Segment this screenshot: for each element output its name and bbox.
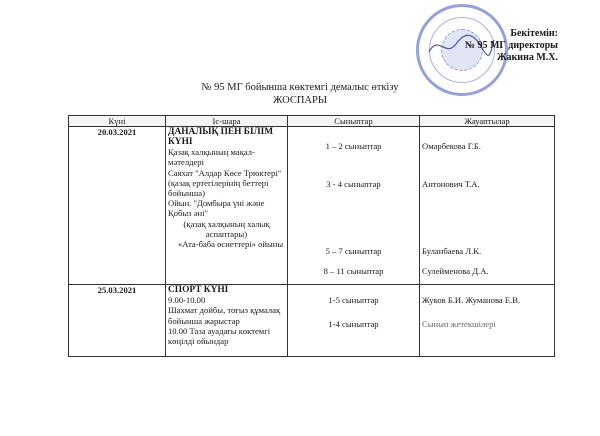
responsible-person: Антонович Т.А.: [422, 179, 480, 190]
approval-block: [465, 28, 558, 64]
event-item: Ойын. "Домбыра үні және Қобыз әні": [168, 198, 265, 219]
class-group: 1-4 сыныптар: [328, 319, 379, 330]
class-group: 1 – 2 сыныптар: [325, 141, 382, 152]
class-group: 3 - 4 сыныптар: [326, 179, 381, 190]
document-title: № 95 МГ бойынша көктемгі демалыс өткізу: [201, 82, 399, 93]
plan-table: [68, 115, 555, 357]
event-item: Қазақ халқының мақал-мәтелдері: [168, 147, 255, 168]
header-responsible: Жауаптылар: [420, 116, 555, 127]
event-item: «Ата-баба өсиеттері» ойыны: [178, 239, 284, 250]
event-item: (қазақ халқының халық аспаптары): [183, 218, 270, 239]
event-heading: СПОРТ КҮНІ: [168, 285, 229, 296]
responsible-person: Буланбаева Л.К.: [422, 245, 482, 256]
approval-position: № 95 МГ директоры: [464, 40, 558, 51]
responsible-person: Сынып жетекшілері: [422, 319, 496, 330]
event-item: 9.00-10.00: [168, 295, 206, 306]
header-event: Іс-шара: [166, 116, 288, 127]
event-item: Шахмат дойбы, тоғыз құмалақ бойынша жарыстар: [168, 305, 281, 326]
table-header-row: [69, 116, 555, 127]
class-group: 1-5 сыныптар: [328, 295, 379, 306]
table-row: [69, 127, 555, 285]
document-subtitle: ЖОСПАРЫ: [272, 95, 328, 106]
row-responsible: [420, 285, 555, 357]
class-group: 5 – 7 сыныптар: [325, 245, 382, 256]
table-row: [69, 285, 555, 357]
header-date: Күні: [69, 116, 166, 127]
row-date: 20.03.2021: [69, 127, 166, 285]
row-date: 25.03.2021: [69, 285, 166, 357]
class-group: 8 – 11 сыныптар: [323, 265, 384, 276]
event-item: 10.00 Таза ауадағы көктемгі көңілді ойындар: [168, 325, 271, 347]
row-classes: [288, 285, 420, 357]
header-classes: Сыныптар: [288, 116, 420, 127]
row-responsible: [420, 127, 555, 285]
approval-label: Бекітемін:: [510, 28, 558, 39]
approval-name: Жакина М.Х.: [496, 52, 558, 63]
row-events: [166, 285, 288, 357]
responsible-person: Жуков Б.И. Жуманова Е.В.: [422, 295, 521, 306]
responsible-person: Сулейменова Д.А.: [422, 265, 489, 276]
row-classes: [288, 127, 420, 285]
event-heading: ДАНАЛЫҚ ПЕН БІЛІМ КҮНІ: [168, 127, 274, 148]
row-events: [166, 127, 288, 285]
responsible-person: Омарбекова Г.Б.: [422, 141, 481, 152]
event-item: Саяхат "Алдар Көсе Трюктері" (қазақ ертегілерінің беттері бойынша): [168, 167, 282, 199]
